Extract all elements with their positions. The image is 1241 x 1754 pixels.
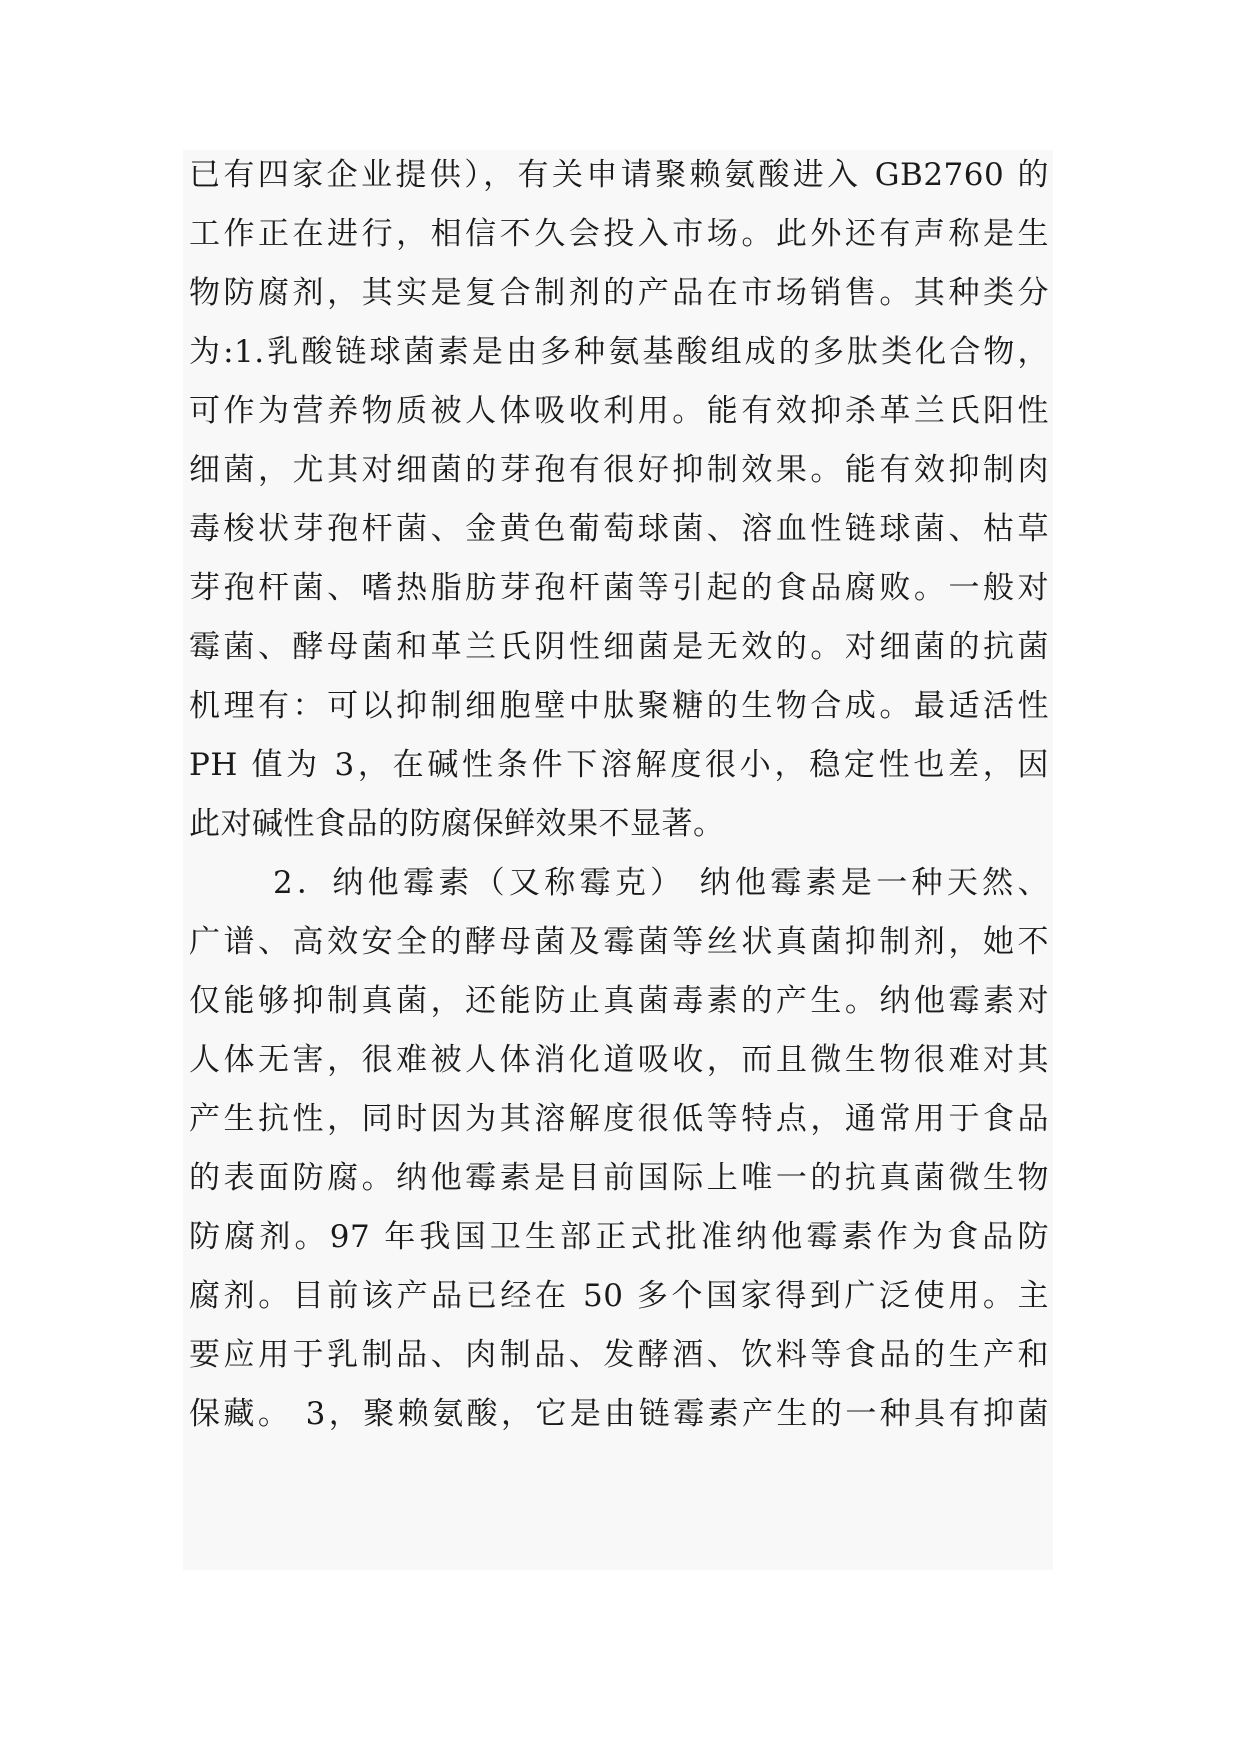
text-line: 细菌，尤其对细菌的芽孢有很好抑制效果。能有效抑制肉 — [189, 452, 1049, 488]
text-line: 霉菌、酵母菌和革兰氏阴性细菌是无效的。对细菌的抗菌 — [189, 629, 1049, 665]
text-line: 此对碱性食品的防腐保鲜效果不显著。 — [189, 806, 725, 842]
text-line: 为:1.乳酸链球菌素是由多种氨基酸组成的多肽类化合物， — [189, 334, 1049, 370]
text-line: PH 值为 3，在碱性条件下溶解度很小，稳定性也差，因 — [189, 747, 1049, 783]
text-line: 已有四家企业提供），有关申请聚赖氨酸进入 GB2760 的 — [189, 157, 1049, 193]
text-line: 要应用于乳制品、肉制品、发酵酒、饮料等食品的生产和 — [189, 1337, 1049, 1373]
text-line: 腐剂。目前该产品已经在 50 多个国家得到广泛使用。主 — [189, 1278, 1049, 1314]
text-line: 产生抗性，同时因为其溶解度很低等特点，通常用于食品 — [189, 1101, 1049, 1137]
text-line: 人体无害，很难被人体消化道吸收，而且微生物很难对其 — [189, 1042, 1049, 1078]
text-line: 可作为营养物质被人体吸收利用。能有效抑杀革兰氏阳性 — [189, 393, 1049, 429]
body-text-block — [183, 150, 1053, 1570]
text-line: 的表面防腐。纳他霉素是目前国际上唯一的抗真菌微生物 — [189, 1160, 1049, 1196]
text-line: 机理有：可以抑制细胞壁中肽聚糖的生物合成。最适活性 — [189, 688, 1049, 724]
text-line: 广谱、高效安全的酵母菌及霉菌等丝状真菌抑制剂，她不 — [189, 924, 1049, 960]
paragraph-first-line: 2．纳他霉素（又称霉克） 纳他霉素是一种天然、 — [273, 865, 1049, 901]
text-line: 芽孢杆菌、嗜热脂肪芽孢杆菌等引起的食品腐败。一般对 — [189, 570, 1049, 606]
text-line: 保藏。 3，聚赖氨酸，它是由链霉素产生的一种具有抑菌 — [189, 1396, 1049, 1432]
text-line: 仅能够抑制真菌，还能防止真菌毒素的产生。纳他霉素对 — [189, 983, 1049, 1019]
text-line: 工作正在进行，相信不久会投入市场。此外还有声称是生 — [189, 216, 1049, 252]
text-line: 防腐剂。97 年我国卫生部正式批准纳他霉素作为食品防 — [189, 1219, 1049, 1255]
text-line: 毒梭状芽孢杆菌、金黄色葡萄球菌、溶血性链球菌、枯草 — [189, 511, 1049, 547]
text-line: 物防腐剂，其实是复合制剂的产品在市场销售。其种类分 — [189, 275, 1049, 311]
